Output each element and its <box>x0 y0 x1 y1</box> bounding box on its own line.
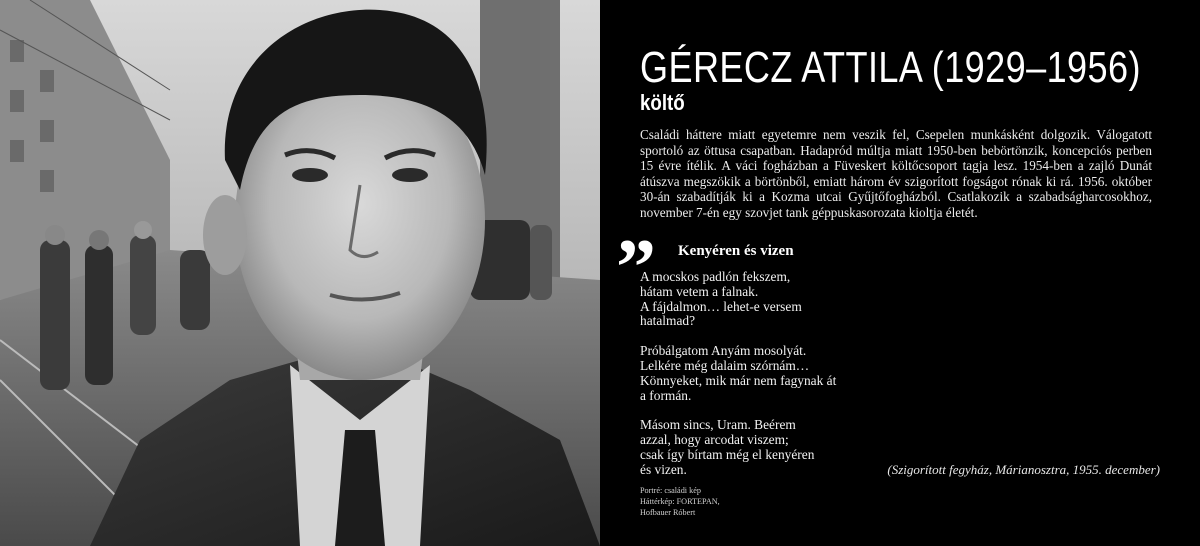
image-credits <box>640 485 720 518</box>
page-subtitle: költő <box>640 90 685 115</box>
text-panel <box>600 0 1200 546</box>
poem-title: Kenyéren és vizen <box>678 243 794 259</box>
poem-line: és vizen. <box>640 461 687 477</box>
poem-body <box>640 270 940 493</box>
poem-line: Másom sincs, Uram. Beérem <box>640 417 796 433</box>
poem-stanza <box>640 270 940 329</box>
poem-line: azzal, hogy arcodat viszem; <box>640 432 789 448</box>
credit-line: Portré: családi kép <box>640 486 701 495</box>
quotation-mark-icon: ” <box>616 224 656 312</box>
poem-line: Lelkére még dalaim szórnám… <box>640 357 810 373</box>
poem-line: Könnyeket, mik már nem fagynak át <box>640 372 837 388</box>
credit-line: Háttérkép: FORTEPAN, <box>640 497 720 506</box>
poem-line: csak így bírtam még el kenyéren <box>640 446 815 462</box>
credit-line: Hofbauer Róbert <box>640 508 696 517</box>
page-title: GÉRECZ ATTILA (1929–1956) <box>640 43 1141 92</box>
poem-stanza <box>640 344 940 403</box>
poem-line: Próbálgatom Anyám mosolyát. <box>640 343 807 359</box>
poem-line: hatalmad? <box>640 313 696 329</box>
poem-line: A fájdalmon… lehet-e versem <box>640 298 802 314</box>
biography-text: Családi háttere miatt egyetemre nem veszik fel, Csepelen munkásként dolgozik. Válogatott sportoló az öttusa csapatban. Hadapród múltja miatt 1950-ben bebörtönzik, koncepciós perben 15 évre ítélik. A váci fogházban a Füveskert költőcsoport tagja lesz. 1954-ben a zajló Dunát átúszva megszökik a börtönből, emiatt három év szigorított fogságot rónak ki rá. 1956. október 30-án szabadítják ki a Kozma utcai Gyűjtőfogházból. Csatlakozik a szabadságharcosokhoz, november 7-én egy szovjet tank géppuskasorozata kioltja életét. <box>640 127 1152 220</box>
poem-line: a formán. <box>640 387 692 403</box>
poem-line: A mocskos padlón fekszem, <box>640 269 791 284</box>
poem-line: hátam vetem a falnak. <box>640 283 759 299</box>
poem-citation: (Szigorított fegyház, Márianosztra, 1955. december) <box>887 462 1160 477</box>
